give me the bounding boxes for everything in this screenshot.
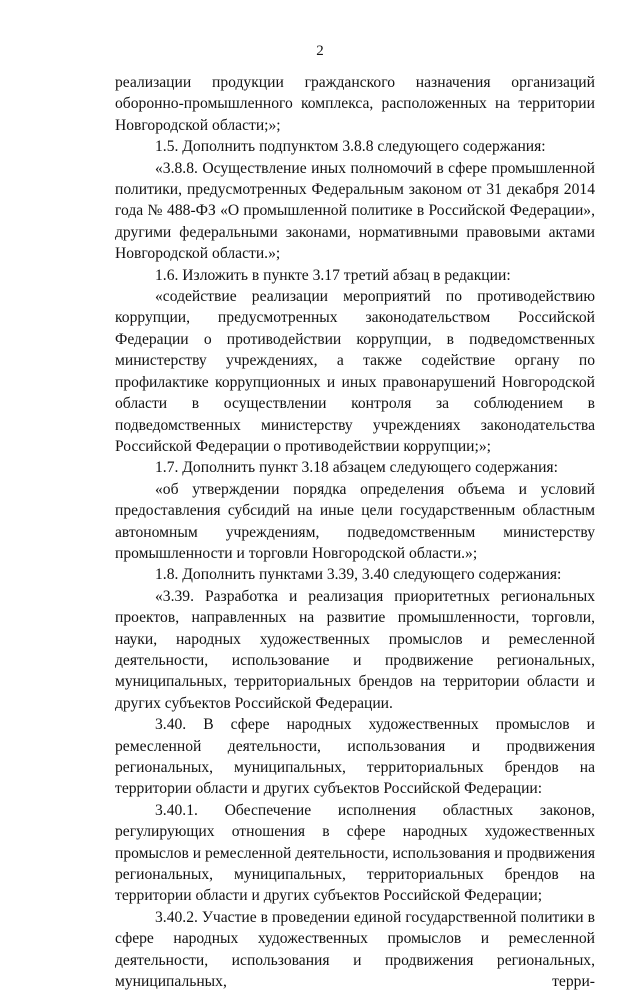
paragraph-item-1-7: 1.7. Дополнить пункт 3.18 абзацем следующего содержания:	[155, 459, 558, 477]
paragraph-item-3-40: 3.40. В сфере народных художественных промыслов и ремесленной деятельности, использования и продвижения региональных, муниципальных, территориальных брендов на территории области и других субъектов Российской Федерации:	[115, 716, 595, 798]
paragraph-item-3-40-2: 3.40.2. Участие в проведении единой государственной политики в сфере народных художественных промыслов и ремесленной деятельности, использования и продвижения региональных, муниципальных, терри-	[115, 908, 595, 991]
paragraph-anticorruption: «содействие реализации мероприятий по противодействию коррупции, предусмотренных законодательством Российской Федерации о противодействии коррупции, в подведомственных министерству учреждениях, а также содействие органу по профилактике коррупционных и иных правонарушений Новгородской области в осуществлении контроля за соблюдением в подведомственных министерству учреждениях законодательства Российской Федерации о противодействии коррупции;»;	[115, 288, 595, 455]
paragraph-item-3-40-1: 3.40.1. Обеспечение исполнения областных законов, регулирующих отношения в сфере народных художественных промыслов и ремесленной деятельности, использования и продвижения региональных, муниципальных, территориальных брендов на территории области и других субъектов Российской Федерации;	[115, 801, 595, 905]
paragraph-item-1-8: 1.8. Дополнить пунктами 3.39, 3.40 следующего содержания:	[155, 566, 562, 584]
paragraph-item-3-39: «3.39. Разработка и реализация приоритетных региональных проектов, направленных на развитие промышленности, торговли, науки, народных художественных промыслов и ремесленной деятельности, использование и продвижение региональных, муниципальных, территориальных брендов на территории области и других субъектов Российской Федерации.	[115, 587, 595, 712]
paragraph-subsidies: «об утверждении порядка определения объема и условий предоставления субсидий на иные цели государственным областным автономным учреждениям, подведомственным министерству промышленности и торговли Новгородской области.»;	[115, 480, 595, 562]
page-number: 2	[316, 43, 324, 59]
paragraph-item-1-6: 1.6. Изложить в пункте 3.17 третий абзац в редакции:	[155, 266, 511, 284]
paragraph-item-1-5: 1.5. Дополнить подпунктом 3.8.8 следующего содержания:	[155, 138, 546, 156]
paragraph-item-3-8-8: «3.8.8. Осуществление иных полномочий в сфере промышленной политики, предусмотренных Федеральным законом от 31 декабря 2014 года № 488-ФЗ «О промышленной политике в Российской Федерации», другими федеральными законами, нормативными правовыми актами Новгородской области.»;	[115, 159, 595, 263]
document-body	[115, 72, 595, 992]
paragraph-continuation: реализации продукции гражданского назначения организаций оборонно-промышленного комплекса, расположенных на территории Новгородской области;»;	[115, 74, 595, 134]
